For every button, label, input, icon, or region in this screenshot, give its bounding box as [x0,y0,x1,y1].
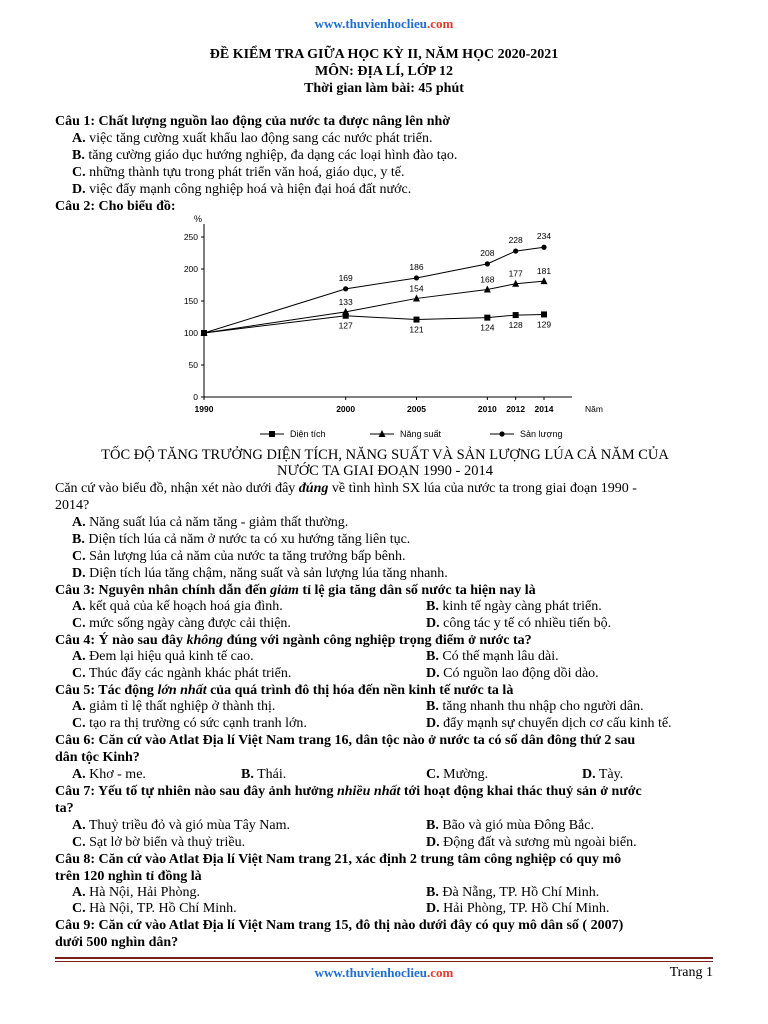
legend-label: Năng suất [400,429,442,439]
y-tick-label: 200 [183,264,198,274]
question-7-stem-line2: ta? [55,801,74,816]
q5-option-b: B. tăng nhanh thu nhập cho người dân. [426,699,644,714]
x-tick-label: 2012 [506,404,526,414]
data-point [541,245,546,250]
y-tick-label: 150 [183,296,198,306]
data-label: 169 [338,272,353,283]
q3-option-b: B. kinh tế ngày càng phát triển. [426,599,602,614]
legend-marker [269,431,275,437]
data-label: 121 [409,324,424,335]
x-tick-label: 2010 [477,404,497,414]
footer-divider [55,957,713,959]
question-8-stem: Câu 8: Căn cứ vào Atlat Địa lí Việt Nam trang 21, xác định 2 trung tâm công nghiệp có quy mô [55,852,622,867]
question-8-stem-line2: trên 120 nghìn tỉ đồng là [55,869,202,884]
question-9-stem: Câu 9: Căn cứ vào Atlat Địa lí Việt Nam trang 15, đô thị nào dưới đây có quy mô dân số ( 2007) [55,918,624,933]
data-label: 129 [536,319,552,330]
question-1-stem: Câu 1: Chất lượng nguồn lao động của nước ta được nâng lên nhờ [55,114,451,129]
question-9-stem-line2: dưới 500 nghìn dân? [55,935,179,950]
q1-option-d: D. việc đẩy mạnh công nghiệp hoá và hiện đại hoá đất nước. [72,182,412,197]
q7-option-b: B. Bão và gió mùa Đông Bắc. [426,818,594,833]
exam-subject: MÔN: ĐỊA LÍ, LỚP 12 [314,64,454,79]
data-point [541,311,547,317]
q6-option-c: C. Mường. [426,767,489,782]
q4-option-b: B. Có thế mạnh lâu dài. [426,649,559,664]
q4-option-d: D. Có nguồn lao động dồi dào. [426,666,599,681]
data-label: 228 [508,235,523,246]
x-axis-label: Năm [585,404,603,414]
q7-option-a: A. Thuỷ triều đỏ và gió mùa Tây Nam. [72,818,291,833]
data-point [485,261,490,266]
question-2-stem: Câu 2: Cho biểu đồ: [55,199,176,214]
q2-option-b: B. Diện tích lúa cả năm ở nước ta có xu hướng tăng liên tục. [72,532,411,547]
growth-line-chart [170,212,630,444]
data-label: 181 [536,266,552,277]
data-point [513,312,519,318]
data-label: 208 [480,247,495,258]
q1-option-c: C. những thành tựu trong phát triển văn hoá, giáo dục, y tế. [72,165,405,180]
q1-option-a: A. việc tăng cường xuất khẩu lao động sang các nước phát triển. [72,131,433,146]
q8-option-d: D. Hải Phòng, TP. Hồ Chí Minh. [426,901,610,916]
x-tick-label: 2000 [336,404,356,414]
legend-label: Sản lượng [520,429,563,439]
chart-title-line1: TỐC ĐỘ TĂNG TRƯỞNG DIỆN TÍCH, NĂNG SUẤT VÀ SẢN LƯỢNG LÚA CẢ NĂM CỦA [101,447,669,463]
question-5-stem: Câu 5: Tác động lớn nhất của quá trình đô thị hóa đến nền kinh tế nước ta là [55,683,514,698]
q7-option-c: C. Sạt lở bờ biển và thuỷ triều. [72,835,246,850]
question-2-ask: Căn cứ vào biểu đồ, nhận xét nào dưới đây đúng về tình hình SX lúa của nước ta trong giai đoạn 1990 - [55,481,637,496]
exam-title: ĐỀ KIỂM TRA GIỮA HỌC KỲ II, NĂM HỌC 2020-2021 [209,47,559,62]
data-label: 154 [409,283,424,294]
data-label: 133 [338,296,353,307]
q4-option-a: A. Đem lại hiệu quả kinh tế cao. [72,649,254,664]
data-point [201,330,206,335]
data-label: 177 [508,268,523,279]
question-3-stem: Câu 3: Nguyên nhân chính dẫn đến giảm tỉ lệ gia tăng dân số nước ta hiện nay là [55,583,536,598]
footer-divider-thin [55,961,713,962]
question-6-stem-line2: dân tộc Kinh? [55,750,140,765]
q2-option-c: C. Sản lượng lúa cả năm của nước ta tăng trưởng bấp bênh. [72,549,406,564]
data-label: 127 [338,320,353,331]
question-4-stem: Câu 4: Ý nào sau đây không đúng với ngành công nghiệp trọng điểm ở nước ta? [55,633,532,648]
series-line-2 [204,247,544,333]
exam-duration: Thời gian làm bài: 45 phút [304,81,464,96]
q8-option-c: C. Hà Nội, TP. Hồ Chí Minh. [72,901,237,916]
q3-option-a: A. kết quả của kế hoạch hoá gia đình. [72,599,283,614]
data-point [343,286,348,291]
site-link-bottom[interactable]: www.thuvienhoclieu.com [314,965,454,980]
x-tick-label: 2005 [407,404,426,414]
y-tick-label: 50 [188,360,198,370]
data-point [414,317,420,323]
q5-option-d: D. đẩy mạnh sự chuyển dịch cơ cấu kinh tế. [426,716,672,731]
question-6-stem: Câu 6: Căn cứ vào Atlat Địa lí Việt Nam trang 16, dân tộc nào ở nước ta có số dân đông thứ 2 sau [55,733,636,748]
chart-title-line2: NƯỚC TA GIAI ĐOẠN 1990 - 2014 [276,463,494,479]
q6-option-d: D. Tày. [582,767,624,782]
data-label: 128 [508,320,523,331]
q6-option-b: B. Thái. [241,767,287,782]
q7-option-d: D. Động đất và sương mù ngoài biển. [426,835,637,850]
site-link-top[interactable]: www.thuvienhoclieu.com [314,16,454,31]
q1-option-b: B. tăng cường giáo dục hướng nghiệp, đa dạng các loại hình đào tạo. [72,148,458,163]
q2-option-a: A. Năng suất lúa cả năm tăng - giảm thất thường. [72,515,349,530]
x-tick-label: 2014 [534,404,554,414]
x-tick-label: 1990 [194,404,214,414]
q8-option-b: B. Đà Nẵng, TP. Hồ Chí Minh. [426,885,600,900]
y-tick-label: 0 [193,392,198,402]
q6-option-a: A. Khơ - me. [72,767,146,782]
q3-option-d: D. công tác y tế có nhiều tiến bộ. [426,616,612,631]
data-point [513,248,518,253]
data-label: 234 [536,231,552,242]
data-label: 124 [480,322,495,333]
page-number: Trang 1 [669,965,713,980]
y-tick-label: 250 [183,232,198,242]
legend-label: Diện tích [290,429,326,439]
data-point [541,277,548,284]
y-axis-unit: % [193,214,202,224]
data-label: 186 [409,261,424,272]
q5-option-a: A. giảm tỉ lệ thất nghiệp ở thành thị. [72,699,276,714]
question-2-ask-line2: 2014? [55,498,90,513]
q8-option-a: A. Hà Nội, Hải Phòng. [72,885,200,900]
y-tick-label: 100 [183,328,198,338]
q3-option-c: C. mức sống ngày càng được cải thiện. [72,616,291,631]
legend-marker [499,431,504,436]
data-point [414,275,419,280]
q5-option-c: C. tạo ra thị trường có sức cạnh tranh lớn. [72,716,307,731]
data-label: 168 [480,274,495,285]
q2-option-d: D. Diện tích lúa tăng chậm, năng suất và sản lượng lúa tăng nhanh. [72,566,448,581]
data-point [484,315,490,321]
question-7-stem: Câu 7: Yếu tố tự nhiên nào sau đây ảnh hưởng nhiều nhất tới hoạt động khai thác thuỷ sản ở nước [55,784,642,799]
q4-option-c: C. Thúc đẩy các ngành khác phát triển. [72,666,292,681]
